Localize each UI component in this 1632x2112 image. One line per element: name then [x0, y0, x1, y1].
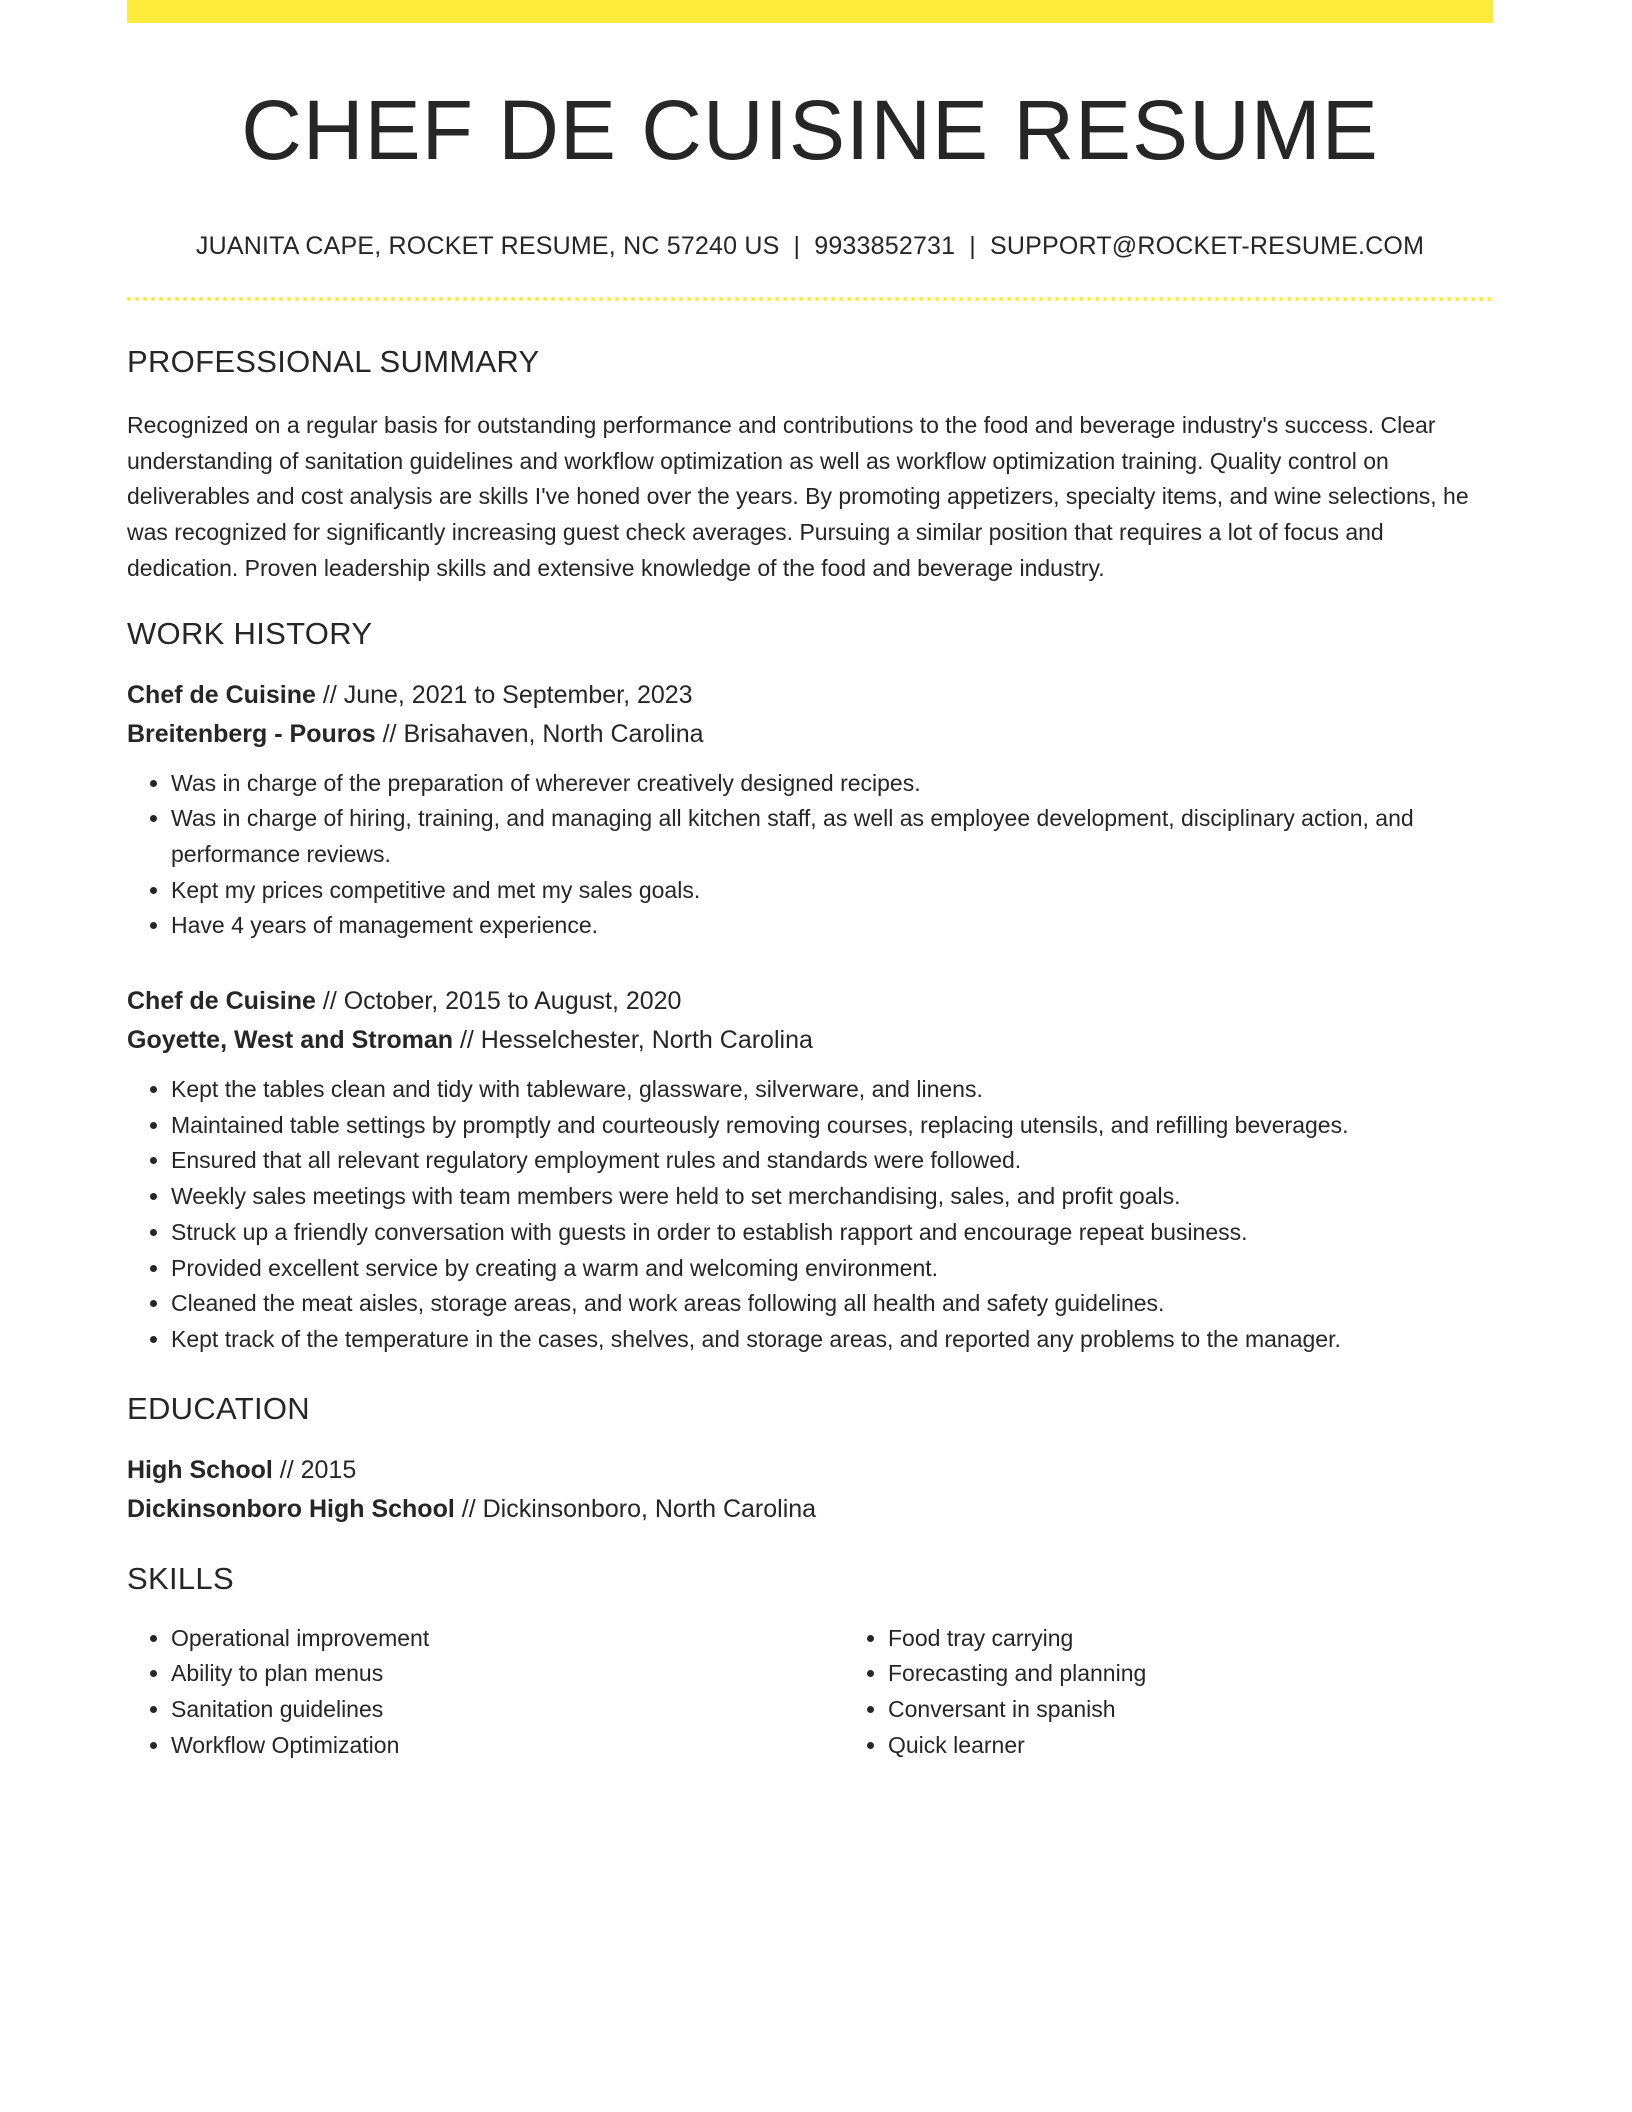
education-heading: EDUCATION — [127, 1390, 310, 1426]
job-entry — [127, 676, 1493, 945]
contact-phone: 9933852731 — [814, 232, 956, 260]
job-duty: • Was in charge of hiring, training, and managing all kitchen staff, as well as employee development, disciplinary action, and performance reviews. — [171, 801, 1493, 872]
job-duty: • Have 4 years of management experience. — [171, 908, 1493, 944]
job-company: Goyette, West and Stroman — [127, 1026, 453, 1055]
job-entry — [127, 982, 1493, 1358]
job-duties-list — [127, 766, 1493, 945]
summary-heading: PROFESSIONAL SUMMARY — [127, 344, 540, 379]
job-location: // Brisahaven, North Carolina — [375, 719, 704, 748]
job-title-line — [127, 676, 1493, 715]
job-duty: • Provided excellent service by creating a warm and welcoming environment. — [171, 1251, 1493, 1287]
job-company-line — [127, 715, 1493, 754]
resume-content — [127, 0, 1493, 1763]
job-duty: • Cleaned the meat aisles, storage areas, and work areas following all health and safety guidelines. — [171, 1286, 1493, 1322]
education-degree: High School — [127, 1455, 273, 1484]
skill-item: • Workflow Optimization — [171, 1728, 844, 1764]
job-dates: // October, 2015 to August, 2020 — [315, 987, 682, 1016]
skill-item: • Food tray carrying — [888, 1621, 1537, 1657]
resume-title: CHEF DE CUISINE RESUME — [241, 83, 1379, 177]
education-location: // Dickinsonboro, North Carolina — [454, 1494, 817, 1523]
skill-item: • Forecasting and planning — [888, 1656, 1537, 1692]
job-title: Chef de Cuisine — [127, 987, 316, 1016]
job-location: // Hesselchester, North Carolina — [453, 1026, 813, 1055]
job-duty: • Maintained table settings by promptly and courteously removing courses, replacing utensils, and refilling beverages. — [171, 1108, 1493, 1144]
contact-line — [127, 230, 1493, 262]
job-company-line — [127, 1021, 1493, 1060]
skill-item: • Ability to plan menus — [171, 1656, 844, 1692]
education-degree-line — [127, 1451, 1493, 1490]
skill-item: • Quick learner — [888, 1728, 1537, 1764]
skill-item: • Sanitation guidelines — [171, 1692, 844, 1728]
skills-heading: SKILLS — [127, 1560, 234, 1596]
job-title: Chef de Cuisine — [127, 680, 316, 709]
dotted-divider — [127, 297, 1493, 301]
skill-item: • Operational improvement — [171, 1621, 844, 1657]
education-school: Dickinsonboro High School — [127, 1494, 455, 1523]
job-duty: • Ensured that all relevant regulatory employment rules and standards were followed. — [171, 1143, 1493, 1179]
job-duty: • Struck up a friendly conversation with guests in order to establish rapport and encourage repeat business. — [171, 1215, 1493, 1251]
education-school-line — [127, 1490, 1493, 1529]
job-dates: // June, 2021 to September, 2023 — [315, 680, 693, 709]
skill-item: • Conversant in spanish — [888, 1692, 1537, 1728]
contact-separator: | — [969, 232, 976, 260]
job-duty: • Kept my prices competitive and met my sales goals. — [171, 873, 1493, 909]
skills-list-right — [844, 1621, 1537, 1764]
skills-grid — [127, 1621, 1493, 1764]
job-duties-list — [127, 1072, 1493, 1358]
job-duty: • Weekly sales meetings with team members were held to set merchandising, sales, and profit goals. — [171, 1179, 1493, 1215]
work-history-heading: WORK HISTORY — [127, 615, 373, 651]
contact-address: JUANITA CAPE, ROCKET RESUME, NC 57240 US — [195, 232, 780, 260]
contact-separator: | — [793, 232, 801, 260]
job-company: Breitenberg - Pouros — [127, 719, 376, 748]
skills-list-left — [127, 1621, 844, 1764]
job-title-line — [127, 982, 1493, 1021]
summary-text: Recognized on a regular basis for outstanding performance and contributions to the food and beverage industry's success. Clear understanding of sanitation guidelines and workflow optimization as well as workflow optimization training. Quality control on deliverables and cost analysis are skills I've honed over the years. By promoting appetizers, specialty items, and wine selections, he was recognized for significantly increasing guest check averages. Pursuing a similar position that requires a lot of focus and dedication. Proven leadership skills and extensive knowledge of the food and beverage industry. — [127, 412, 1469, 581]
job-duty: • Kept the tables clean and tidy with tableware, glassware, silverware, and linens. — [171, 1072, 1493, 1108]
contact-email: SUPPORT@ROCKET-RESUME.COM — [989, 232, 1425, 260]
education-entry — [127, 1451, 1493, 1529]
education-year: // 2015 — [272, 1455, 357, 1484]
job-duty: • Kept track of the temperature in the cases, shelves, and storage areas, and reported any problems to the manager. — [171, 1322, 1493, 1358]
job-duty: • Was in charge of the preparation of wherever creatively designed recipes. — [171, 766, 1493, 802]
